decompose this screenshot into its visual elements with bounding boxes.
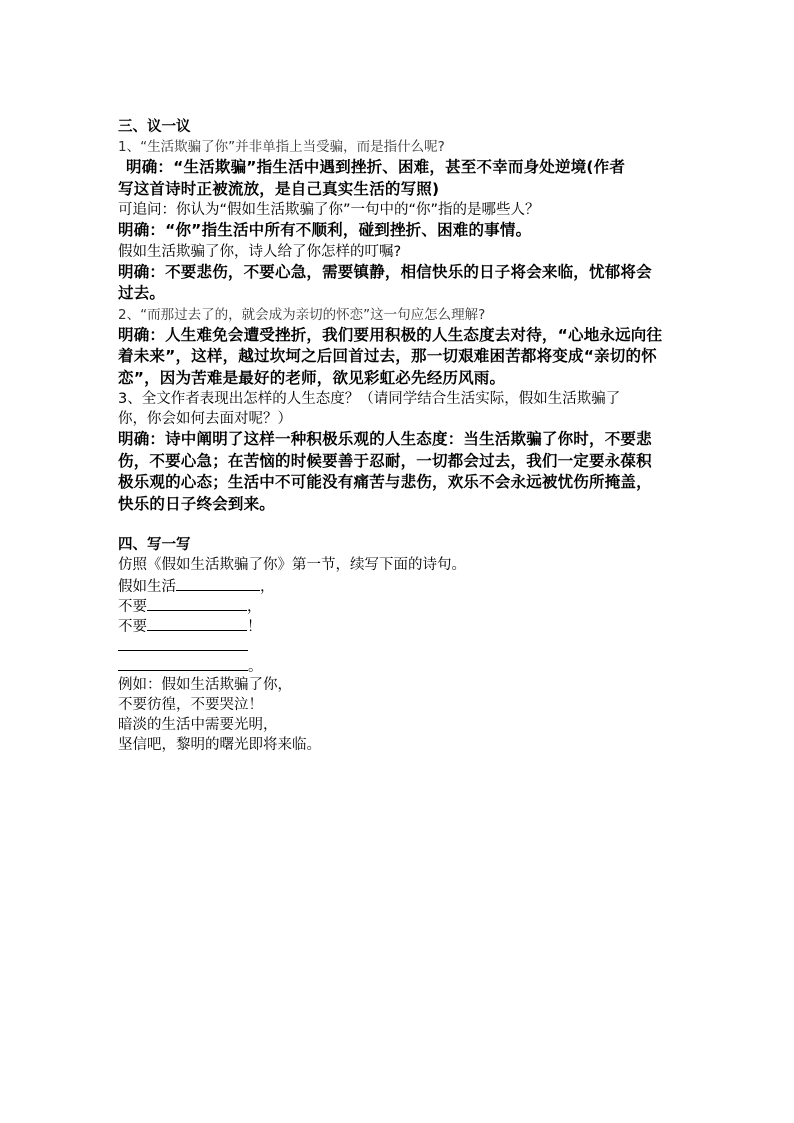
fill-line-1 [118,575,678,595]
section-spacer [118,515,678,535]
fill-line-3-prefix: 不要 [118,619,147,635]
answer-2-line-1: 明确：人生难免会遭受挫折，我们要用积极的人生态度去对待，“心地永远向往 [118,325,663,344]
example-line-2: 不要彷徨，不要哭泣！ [118,697,263,713]
fill-line-2-prefix: 不要 [118,599,147,615]
document-page [118,117,678,755]
fill-line-2 [118,595,678,615]
fill-line-3-suffix: ！ [247,619,262,635]
answer-2-line-3: 恋”，因为苦难是最好的老师，欲见彩虹必先经历风雨。 [118,368,506,387]
answer-1-line-1: 明确：“生活欺骗”指生活中遇到挫折、困难，甚至不幸而身处逆境(作者 [126,158,626,176]
example-line-1: 例如：假如生活欺骗了你， [118,677,292,693]
fill-blank-3[interactable] [147,615,247,631]
answer-3-line-3: 极乐观的心态；生活中不可能没有痛苦与悲伤，欢乐不会永远被忧伤所掩盖， [118,473,652,491]
fill-blank-5[interactable] [118,655,248,671]
example-line-3: 暗淡的生活中需要光明， [118,717,278,733]
answer-1-line-2: 写这首诗时正被流放，是自己真实生活的写照) [118,179,440,198]
fill-line-3 [118,615,678,635]
fill-line-5 [118,655,678,675]
answer-3-line-4: 快乐的日子终会到来。 [118,494,276,513]
followup-answer-2-line-1: 明确：不要悲伤，不要心急，需要镇静，相信快乐的日子将会来临，忧郁将会 [118,262,652,281]
fill-line-5-suffix: 。 [248,659,263,675]
fill-line-1-prefix: 假如生活 [118,579,176,595]
question-3-line-1: 3、全文作者表现出怎样的人生态度？（请同学结合生活实际，假如生活欺骗了 [118,391,621,407]
question-2: 2、“而那过去了的，就会成为亲切的怀恋”这一句应怎么理解? [118,306,486,323]
answer-3-line-2: 伤，不要心急；在苦恼的时候要善于忍耐，一切都会过去，我们一定要永葆积 [118,451,652,470]
fill-line-2-suffix: ， [247,599,262,615]
followup-question-1: 可追问：你认为“假如生活欺骗了你”一句中的“你”指的是哪些人？ [118,202,540,218]
fill-blank-4[interactable] [118,635,248,651]
section-3-heading: 三、议一议 [118,119,191,135]
question-3-line-2: 你，你会如何去面对呢？） [118,411,292,427]
fill-line-1-suffix: ， [260,579,275,595]
fill-blank-1[interactable] [176,575,260,591]
followup-answer-1: 明确：“你”指生活中所有不顺利，碰到挫折、困难的事情。 [118,221,532,239]
followup-question-2: 假如生活欺骗了你，诗人给了你怎样的叮嘱? [118,243,402,260]
answer-3-line-1: 明确：诗中阐明了这样一种积极乐观的人生态度：当生活欺骗了你时，不要悲 [118,430,652,448]
question-1: 1、“生活欺骗了你”并非单指上当受骗，而是指什么呢? [118,139,445,155]
section-4-heading: 四、写一写 [118,537,191,553]
followup-answer-2-line-2: 过去。 [118,284,166,302]
example-line-4: 坚信吧，黎明的曙光即将来临。 [118,737,321,753]
answer-2-line-2: 着未来”，这样，越过坎坷之后回首过去，那一切艰难困苦都将变成“亲切的怀 [118,347,657,365]
writing-instruction: 仿照《假如生活欺骗了你》第一节，续写下面的诗句。 [118,557,466,573]
fill-blank-2[interactable] [147,595,247,611]
fill-line-4 [118,635,678,655]
